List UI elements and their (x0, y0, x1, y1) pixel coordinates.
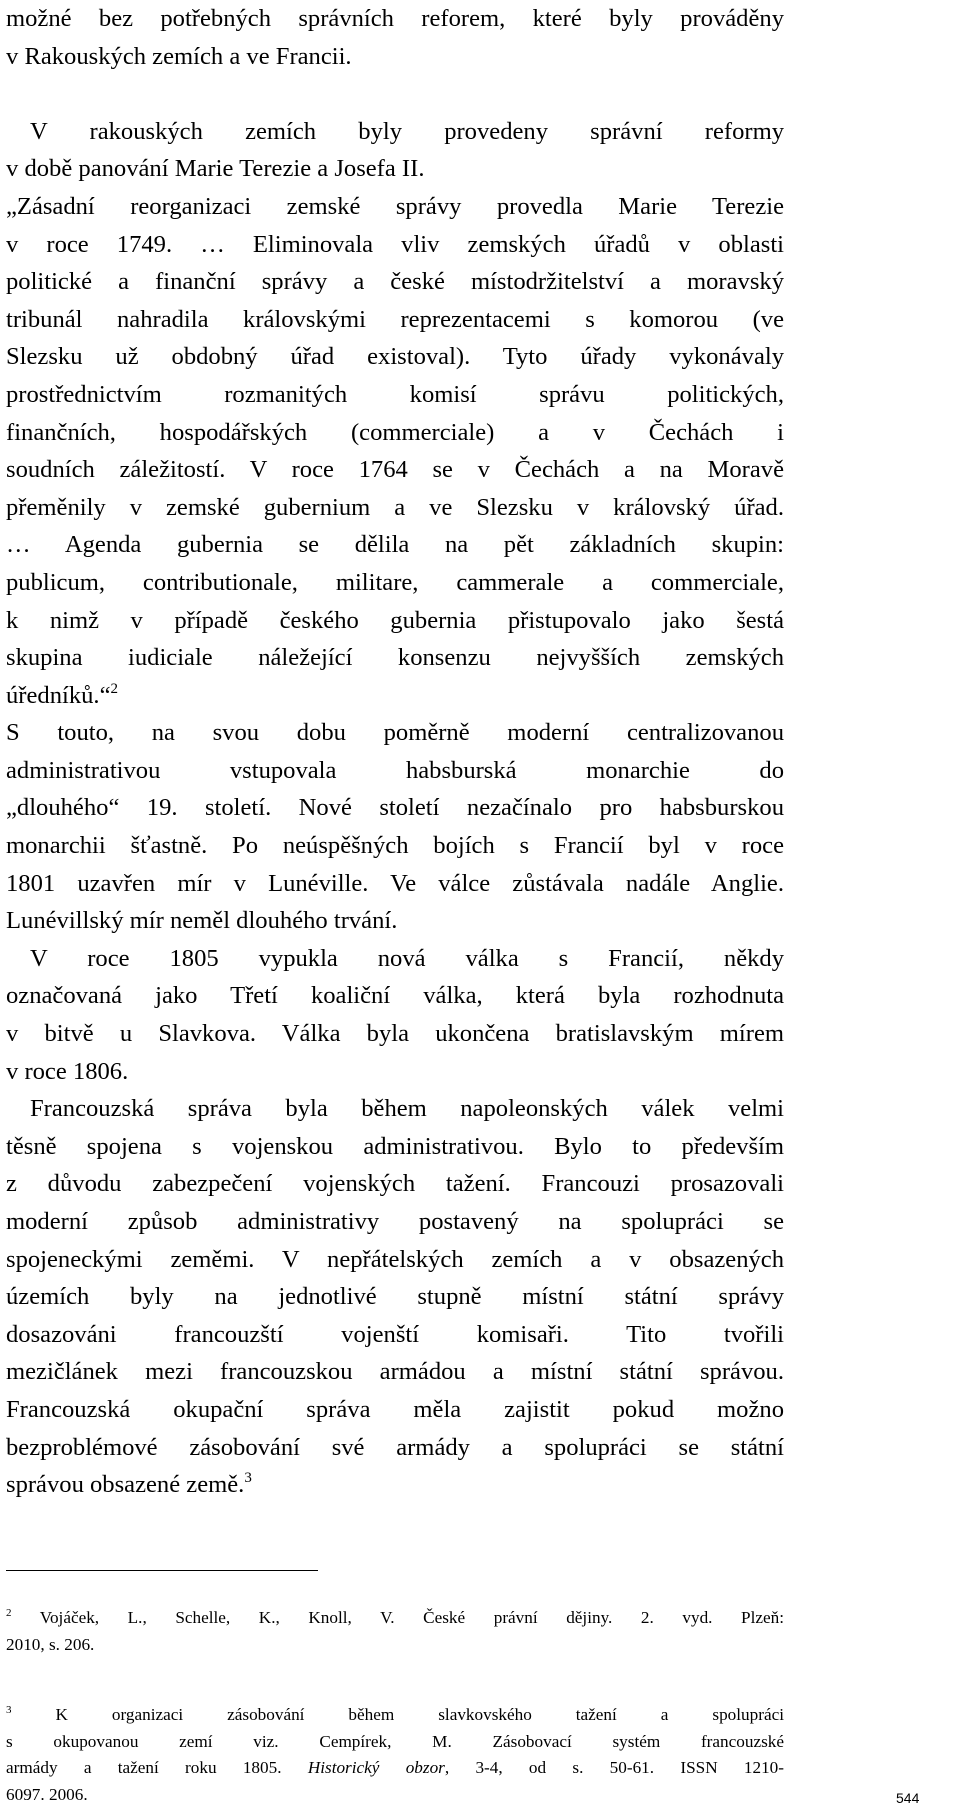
text-line (6, 865, 784, 903)
text-line (6, 188, 784, 226)
line-text: v bitvě u Slavkova. Válka byla ukončena bratislavským mírem (6, 1020, 784, 1048)
line-text: Slezsku už obdobný úřad existoval). Tyto úřady vykonávaly (6, 343, 784, 371)
text-line (6, 564, 784, 602)
text-line (6, 940, 784, 978)
line-text: tribunál nahradila královskými reprezentacemi s komorou (ve (6, 305, 784, 333)
text-line (6, 301, 784, 339)
line-text: v roce 1806. (6, 1057, 129, 1085)
footnote-line (6, 1702, 784, 1729)
footnote-text: 6097. 2006. (6, 1784, 88, 1804)
line-text: označovaná jako Třetí koaliční válka, která byla rozhodnuta (6, 982, 784, 1010)
text-line (6, 1391, 784, 1429)
text-line (6, 1316, 784, 1354)
line-text: finančních, hospodářských (commerciale) a v Čechách i (6, 418, 784, 446)
line-text: Lunévillský mír neměl dlouhého trvání. (6, 907, 398, 935)
text-line (6, 677, 784, 715)
line-text: mezičlánek mezi francouzskou armádou a místní státní správou. (6, 1358, 784, 1386)
footnote-text: Vojáček, L., Schelle, K., Knoll, V. České právní dějiny. 2. vyd. Plzeň: (39, 1608, 784, 1627)
footnote-separator (6, 1570, 318, 1571)
footnote-line (6, 1782, 784, 1809)
text-line (6, 0, 784, 38)
line-text: v době panování Marie Terezie a Josefa II. (6, 155, 425, 183)
text-line (6, 113, 784, 151)
footnote-2 (6, 1605, 784, 1658)
line-text: Francouzská okupační správa měla zajistit pokud možno (6, 1395, 784, 1423)
line-text: V rakouských zemích byly provedeny správní reformy (30, 117, 784, 145)
text-line (6, 38, 784, 76)
text-line (6, 1128, 784, 1166)
text-line (6, 827, 784, 865)
footnote-number: 3 (6, 1704, 12, 1716)
line-text: administrativou vstupovala habsburská monarchie do (6, 756, 784, 784)
text-line (6, 75, 784, 113)
line-text: možné bez potřebných správních reforem, které byly prováděny (6, 5, 784, 32)
body-text (6, 0, 784, 1504)
footnote-line (6, 1729, 784, 1756)
text-line (6, 226, 784, 264)
text-line (6, 752, 784, 790)
line-text: dosazováni francouzští vojenští komisaři. Tito tvořili (6, 1320, 784, 1348)
footnote-3 (6, 1702, 784, 1808)
line-text: … Agenda gubernia se dělila na pět základních skupin: (6, 531, 784, 559)
page-number: 544 (896, 1790, 920, 1806)
line-text: politické a finanční správy a české místodržitelství a moravský (6, 268, 784, 296)
text-line (6, 1090, 784, 1128)
text-line (6, 1429, 784, 1467)
footnote-text: s okupovanou zemí viz. Cempírek, M. Zásobovací systém francouzské (6, 1731, 784, 1751)
text-line (6, 489, 784, 527)
line-text: V roce 1805 vypukla nová válka s Francií, někdy (30, 944, 784, 972)
text-line (6, 1015, 784, 1053)
line-text: Francouzská správa byla během napoleonských válek velmi (30, 1095, 784, 1123)
footnote-line (6, 1755, 784, 1782)
line-text: z důvodu zabezpečení vojenských tažení. Francouzi prosazovali (6, 1170, 784, 1198)
footnote-line (6, 1632, 784, 1659)
text-line (6, 414, 784, 452)
text-line (6, 1241, 784, 1279)
line-text: v roce 1749. … Eliminovala vliv zemských úřadů v oblasti (6, 230, 784, 258)
line-text: v Rakouských zemích a ve Francii. (6, 42, 352, 70)
line-text: moderní způsob administrativy postavený na spolupráci se (6, 1208, 784, 1235)
footnote-text: K organizaci zásobování během slavkovského tažení a spolupráci (55, 1705, 784, 1724)
footnote-line (6, 1605, 784, 1632)
line-text: spojeneckými zeměmi. V nepřátelských zemích a v obsazených (6, 1245, 784, 1273)
text-line (6, 1278, 784, 1316)
line-text: k nimž v případě českého gubernia přistupovalo jako šestá (6, 606, 784, 634)
text-line (6, 263, 784, 301)
line-text: správou obsazené země. (6, 1471, 245, 1499)
line-text: úředníků.“ (6, 681, 111, 709)
text-line (6, 1165, 784, 1203)
text-line (6, 902, 784, 940)
line-text: S touto, na svou dobu poměrně moderní centralizovanou (6, 719, 784, 747)
line-text: těsně spojena s vojenskou administrativou. Bylo to především (6, 1132, 784, 1160)
line-text: bezproblémové zásobování své armády a spolupráci se státní (6, 1433, 784, 1461)
text-line (6, 451, 784, 489)
text-line (6, 977, 784, 1015)
line-text: „Zásadní reorganizaci zemské správy provedla Marie Terezie (6, 192, 784, 220)
line-text: „dlouhého“ 19. století. Nové století nezačínalo pro habsburskou (6, 794, 784, 822)
footnote-text: , 3-4, od s. 50-61. ISSN 1210- (444, 1758, 784, 1777)
text-line (6, 376, 784, 414)
text-line (6, 789, 784, 827)
text-line (6, 1053, 784, 1091)
footnote-text: armády a tažení roku 1805. (6, 1758, 308, 1777)
line-text: 1801 uzavřen mír v Lunéville. Ve válce zůstávala nadále Anglie. (6, 869, 784, 897)
line-text: monarchii šťastně. Po neúspěšných bojích s Francií byl v roce (6, 832, 784, 860)
text-line (6, 639, 784, 677)
text-line (6, 150, 784, 188)
line-text: prostřednictvím rozmanitých komisí správu politických, (6, 380, 784, 408)
journal-title: Historický obzor (307, 1758, 445, 1777)
line-text: publicum, contributionale, militare, cammerale a commerciale, (6, 568, 784, 596)
text-line (6, 602, 784, 640)
footnote-reference: 2 (110, 680, 118, 697)
text-line (6, 526, 784, 564)
text-line (6, 1353, 784, 1391)
line-text: skupina iudiciale náležející konsenzu nejvyšších zemských (6, 644, 784, 672)
line-text: přeměnily v zemské gubernium a ve Slezsku v královský úřad. (6, 493, 784, 521)
footnote-text: 2010, s. 206. (6, 1634, 95, 1654)
text-line (6, 1203, 784, 1241)
text-line (6, 1466, 784, 1504)
line-text: územích byly na jednotlivé stupně místní státní správy (6, 1283, 784, 1311)
footnote-reference: 3 (244, 1470, 252, 1487)
text-line (6, 714, 784, 752)
footnote-number: 2 (6, 1607, 12, 1619)
line-text: soudních záležitostí. V roce 1764 se v Čechách a na Moravě (6, 456, 784, 484)
text-line (6, 338, 784, 376)
